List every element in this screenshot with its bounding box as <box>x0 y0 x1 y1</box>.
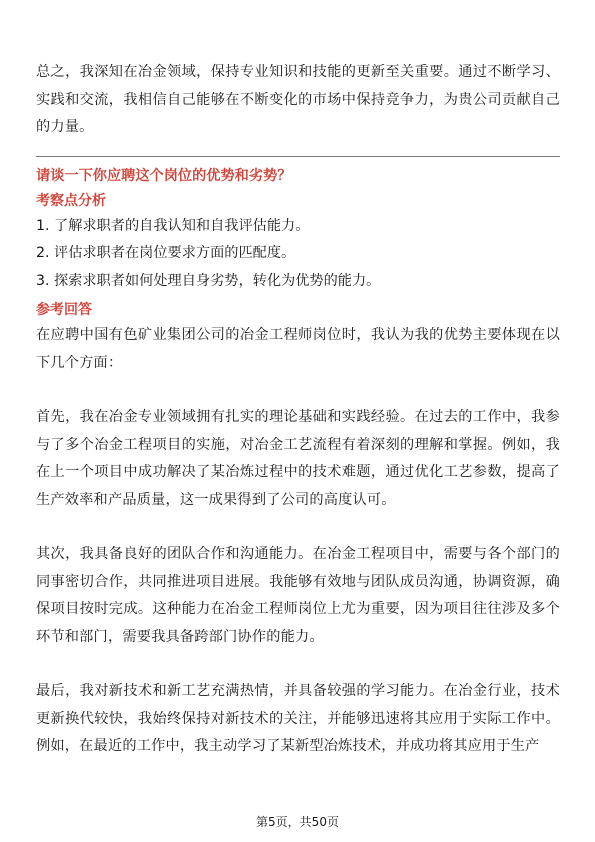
answer-paragraph: 最后，我对新技术和新工艺充满热情，并具备较强的学习能力。在冶金行业，技术更新换代较快，我始终保持对新技术的关注，并能够迅速将其应用于实际工作中。例如，在最近的工作中，我主动学习了某新型冶炼技术，并成功将其应用于生产 <box>36 683 560 754</box>
paragraph-gap <box>36 377 560 404</box>
analysis-item: 1. 了解求职者的自我认知和自我评估能力。 <box>36 217 310 234</box>
paragraph-gap <box>36 514 560 541</box>
paragraph-gap <box>36 651 560 678</box>
answer-heading: 参考回答 <box>36 302 92 318</box>
section-divider <box>36 156 560 157</box>
analysis-item: 2. 评估求职者在岗位要求方面的匹配度。 <box>36 245 296 261</box>
page-content <box>36 59 560 761</box>
intro-paragraph: 总之，我深知在冶金领域，保持专业知识和技能的更新至关重要。通过不断学习、实践和交流，我相信自己能够在不断变化的市场中保持竞争力，为贵公司贡献自己的力量。 <box>36 64 560 135</box>
page-number: 第5页，共50页 <box>256 815 339 829</box>
answer-paragraph: 在应聘中国有色矿业集团公司的冶金工程师岗位时，我认为我的优势主要体现在以下几个方面： <box>36 327 560 371</box>
question-heading: 请谈一下你应聘这个岗位的优势和劣势？ <box>36 167 292 184</box>
answer-paragraph: 首先，我在冶金专业领域拥有扎实的理论基础和实践经验。在过去的工作中，我参与了多个冶金工程项目的实施，对冶金工艺流程有着深刻的理解和掌握。例如，我在上一个项目中成功解决了某冶炼过程中的技术难题，通过优化工艺参数，提高了生产效率和产品质量，这一成果得到了公司的高度认可。 <box>36 409 560 508</box>
analysis-heading: 考察点分析 <box>36 192 106 209</box>
answer-paragraph: 其次，我具备良好的团队合作和沟通能力。在冶金工程项目中，需要与各个部门的同事密切合作，共同推进项目进展。我能够有效地与团队成员沟通，协调资源，确保项目按时完成。这种能力在冶金工程师岗位上尤为重要，因为项目往往涉及多个环节和部门，需要我具备跨部门协作的能力。 <box>36 546 560 645</box>
analysis-item: 3. 探索求职者如何处理自身劣势，转化为优势的能力。 <box>36 272 381 289</box>
